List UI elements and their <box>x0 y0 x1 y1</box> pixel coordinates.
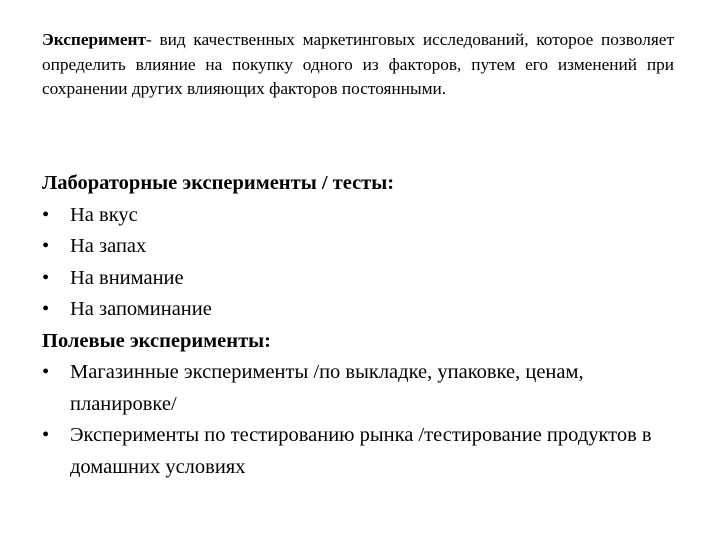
list-item-text: На запах <box>70 235 147 257</box>
lab-experiments-heading: Лабораторные эксперименты / тесты: <box>42 172 395 194</box>
list-item-text: Эксперименты по тестированию рынка /тестирование продуктов в домашних условиях <box>70 424 652 478</box>
list-item <box>42 357 682 420</box>
list-item <box>42 294 682 326</box>
list-item <box>42 263 682 295</box>
list-item-text: На запоминание <box>70 298 212 320</box>
bullet-icon: • <box>42 203 50 226</box>
bullet-icon: • <box>42 298 50 320</box>
list-item <box>42 420 682 483</box>
experiments-list-block <box>42 168 682 483</box>
bullet-icon: • <box>42 266 50 289</box>
list-item <box>42 231 682 263</box>
list-item-text: На внимание <box>70 266 184 289</box>
field-experiments-heading: Полевые эксперименты: <box>42 329 271 352</box>
definition-term: Эксперимент <box>42 30 146 49</box>
list-item <box>42 200 682 232</box>
definition-paragraph <box>42 28 674 102</box>
list-item-text: Магазинные эксперименты /по выкладке, упаковке, ценам, планировке/ <box>70 361 584 415</box>
field-experiments-list <box>42 357 682 483</box>
bullet-icon: • <box>42 361 50 383</box>
lab-experiments-list <box>42 200 682 326</box>
bullet-icon: • <box>42 235 50 257</box>
bullet-icon: • <box>42 424 50 446</box>
definition-text: - вид качественных маркетинговых исследований, которое позволяет определить влияние на покупку одного из факторов, путем его изменений при сохранении других влияющих факторов постоянными. <box>42 30 674 98</box>
list-item-text: На вкус <box>70 203 138 226</box>
